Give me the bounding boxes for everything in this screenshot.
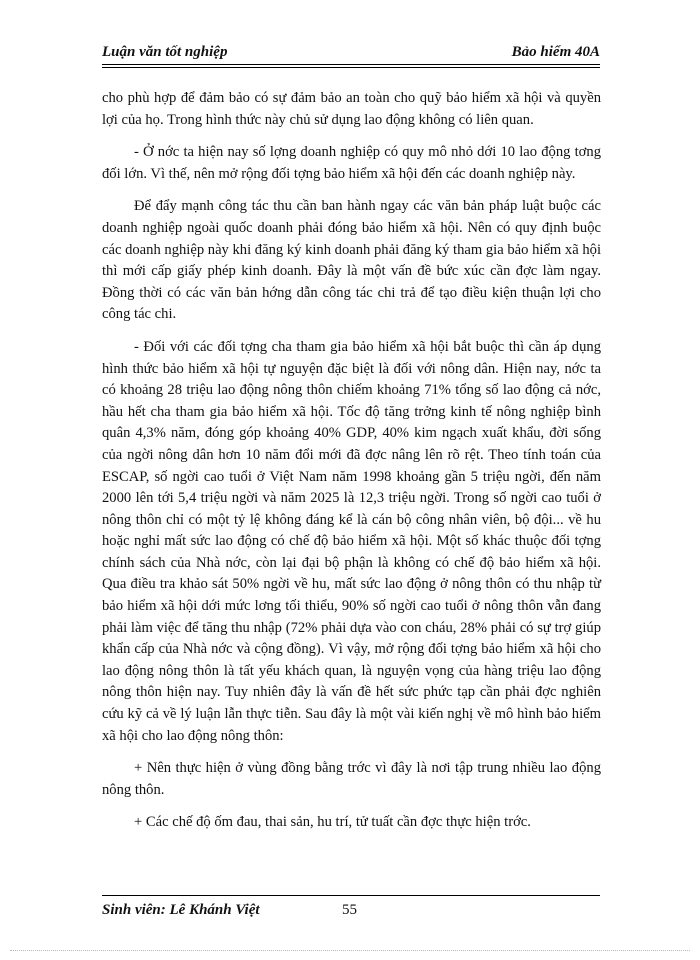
paragraph: - Ở nớc ta hiện nay số lợng doanh nghiệp có quy mô nhỏ dới 10 lao động tơng đối lớn. Vì thế, nên mở rộng đối tợng bảo hiểm xã hội đến các doanh nghiệp này. [102, 144, 601, 182]
header-divider [102, 67, 600, 68]
header-thesis-label: Luận văn tốt nghiệp [102, 44, 228, 60]
page-number: 55 [342, 902, 357, 918]
page-footer [102, 900, 600, 920]
paragraph: - Đối với các đối tợng cha tham gia bảo hiểm xã hội bắt buộc thì cần áp dụng hình thức bảo hiểm xã hội tự nguyện đặc biệt là đối với nông dân. Hiện nay, nớc ta có khoảng 28 triệu lao động nông thôn chiếm khoảng 71% tổng số lao động cả nớc, hầu hết cha tham gia bảo hiểm xã hội. Tốc độ tăng trởng kinh tế nông nghiệp bình quân 4,3% năm, đóng góp khoảng 40% GDP, 40% kim ngạch xuất khẩu, đời sống của ngời nông dân hơn 10 năm đổi mới đã đợc nâng lên rõ rệt. Theo tính toán của ESCAP, số ngời cao tuổi ở Việt Nam năm 1998 khoảng gần 5 triệu ngời, đến năm 2000 lên tới 5,4 triệu ngời và năm 2025 là 12,3 triệu ngời. Trong số ngời cao tuổi ở nông thôn chỉ có một tỷ lệ không đáng kể là cán bộ công nhân viên, bộ đội... về hu hoặc nghỉ mất sức lao động có chế độ bảo hiểm xã hội. Một số khác thuộc đối tợng chính sách của Nhà nớc, còn lại đại bộ phận là không có chế độ bảo hiểm xã hội. Qua điều tra khảo sát 50% ngời về hu, mất sức lao động ở nông thôn có thu nhập từ bảo hiểm xã hội dới mức lơng tối thiểu, 90% số ngời cao tuổi ở nông thôn vẫn đang phải làm việc để tăng thu nhập (72% phải dựa vào con cháu, 28% phải có sự trợ giúp khẩn cấp của Nhà nớc và cộng đồng). Vì vậy, mở rộng đối tợng bảo hiểm xã hội cho lao động nông thôn là tất yếu khách quan, là nguyện vọng của hàng triệu lao động nông thôn hiện nay. Tuy nhiên đây là vấn đề hết sức phức tạp cần phải đợc nghiên cứu kỹ cả về lý luận lẫn thực tiễn. Sau đây là một vài kiến nghị về mô hình bảo hiểm xã hội cho lao động nông thôn: [102, 338, 601, 744]
page-break-line [10, 950, 690, 951]
footer-divider [102, 895, 600, 896]
page-header [102, 43, 600, 65]
header-class-label: Bảo hiểm 40A [511, 44, 600, 60]
document-body [102, 88, 601, 845]
paragraph: cho phù hợp để đảm bảo có sự đảm bảo an toàn cho quỹ bảo hiểm xã hội và quyền lợi của họ. Trong hình thức này chủ sử dụng lao động không có liên quan. [102, 90, 601, 128]
footer-student-name: Sinh viên: Lê Khánh Việt [102, 902, 260, 918]
paragraph: Để đẩy mạnh công tác thu cần ban hành ngay các văn bản pháp luật buộc các doanh nghiệp ngoài quốc doanh phải đóng bảo hiểm xã hội. Nên có quy định buộc các doanh nghiệp này khi đăng ký kinh doanh phải đăng ký tham gia bảo hiểm xã hội thì mới cấp giấy phép kinh doanh. Đây là một vấn đề bức xúc cần đợc làm ngay. Đồng thời có các văn bản hớng dẫn công tác chi trả để tạo điều kiện thuận lợi cho công tác chi. [102, 198, 601, 323]
paragraph: + Nên thực hiện ở vùng đồng bằng trớc vì đây là nơi tập trung nhiều lao động nông thôn. [102, 760, 601, 798]
paragraph: + Các chế độ ốm đau, thai sản, hu trí, tử tuất cần đợc thực hiện trớc. [134, 814, 531, 831]
